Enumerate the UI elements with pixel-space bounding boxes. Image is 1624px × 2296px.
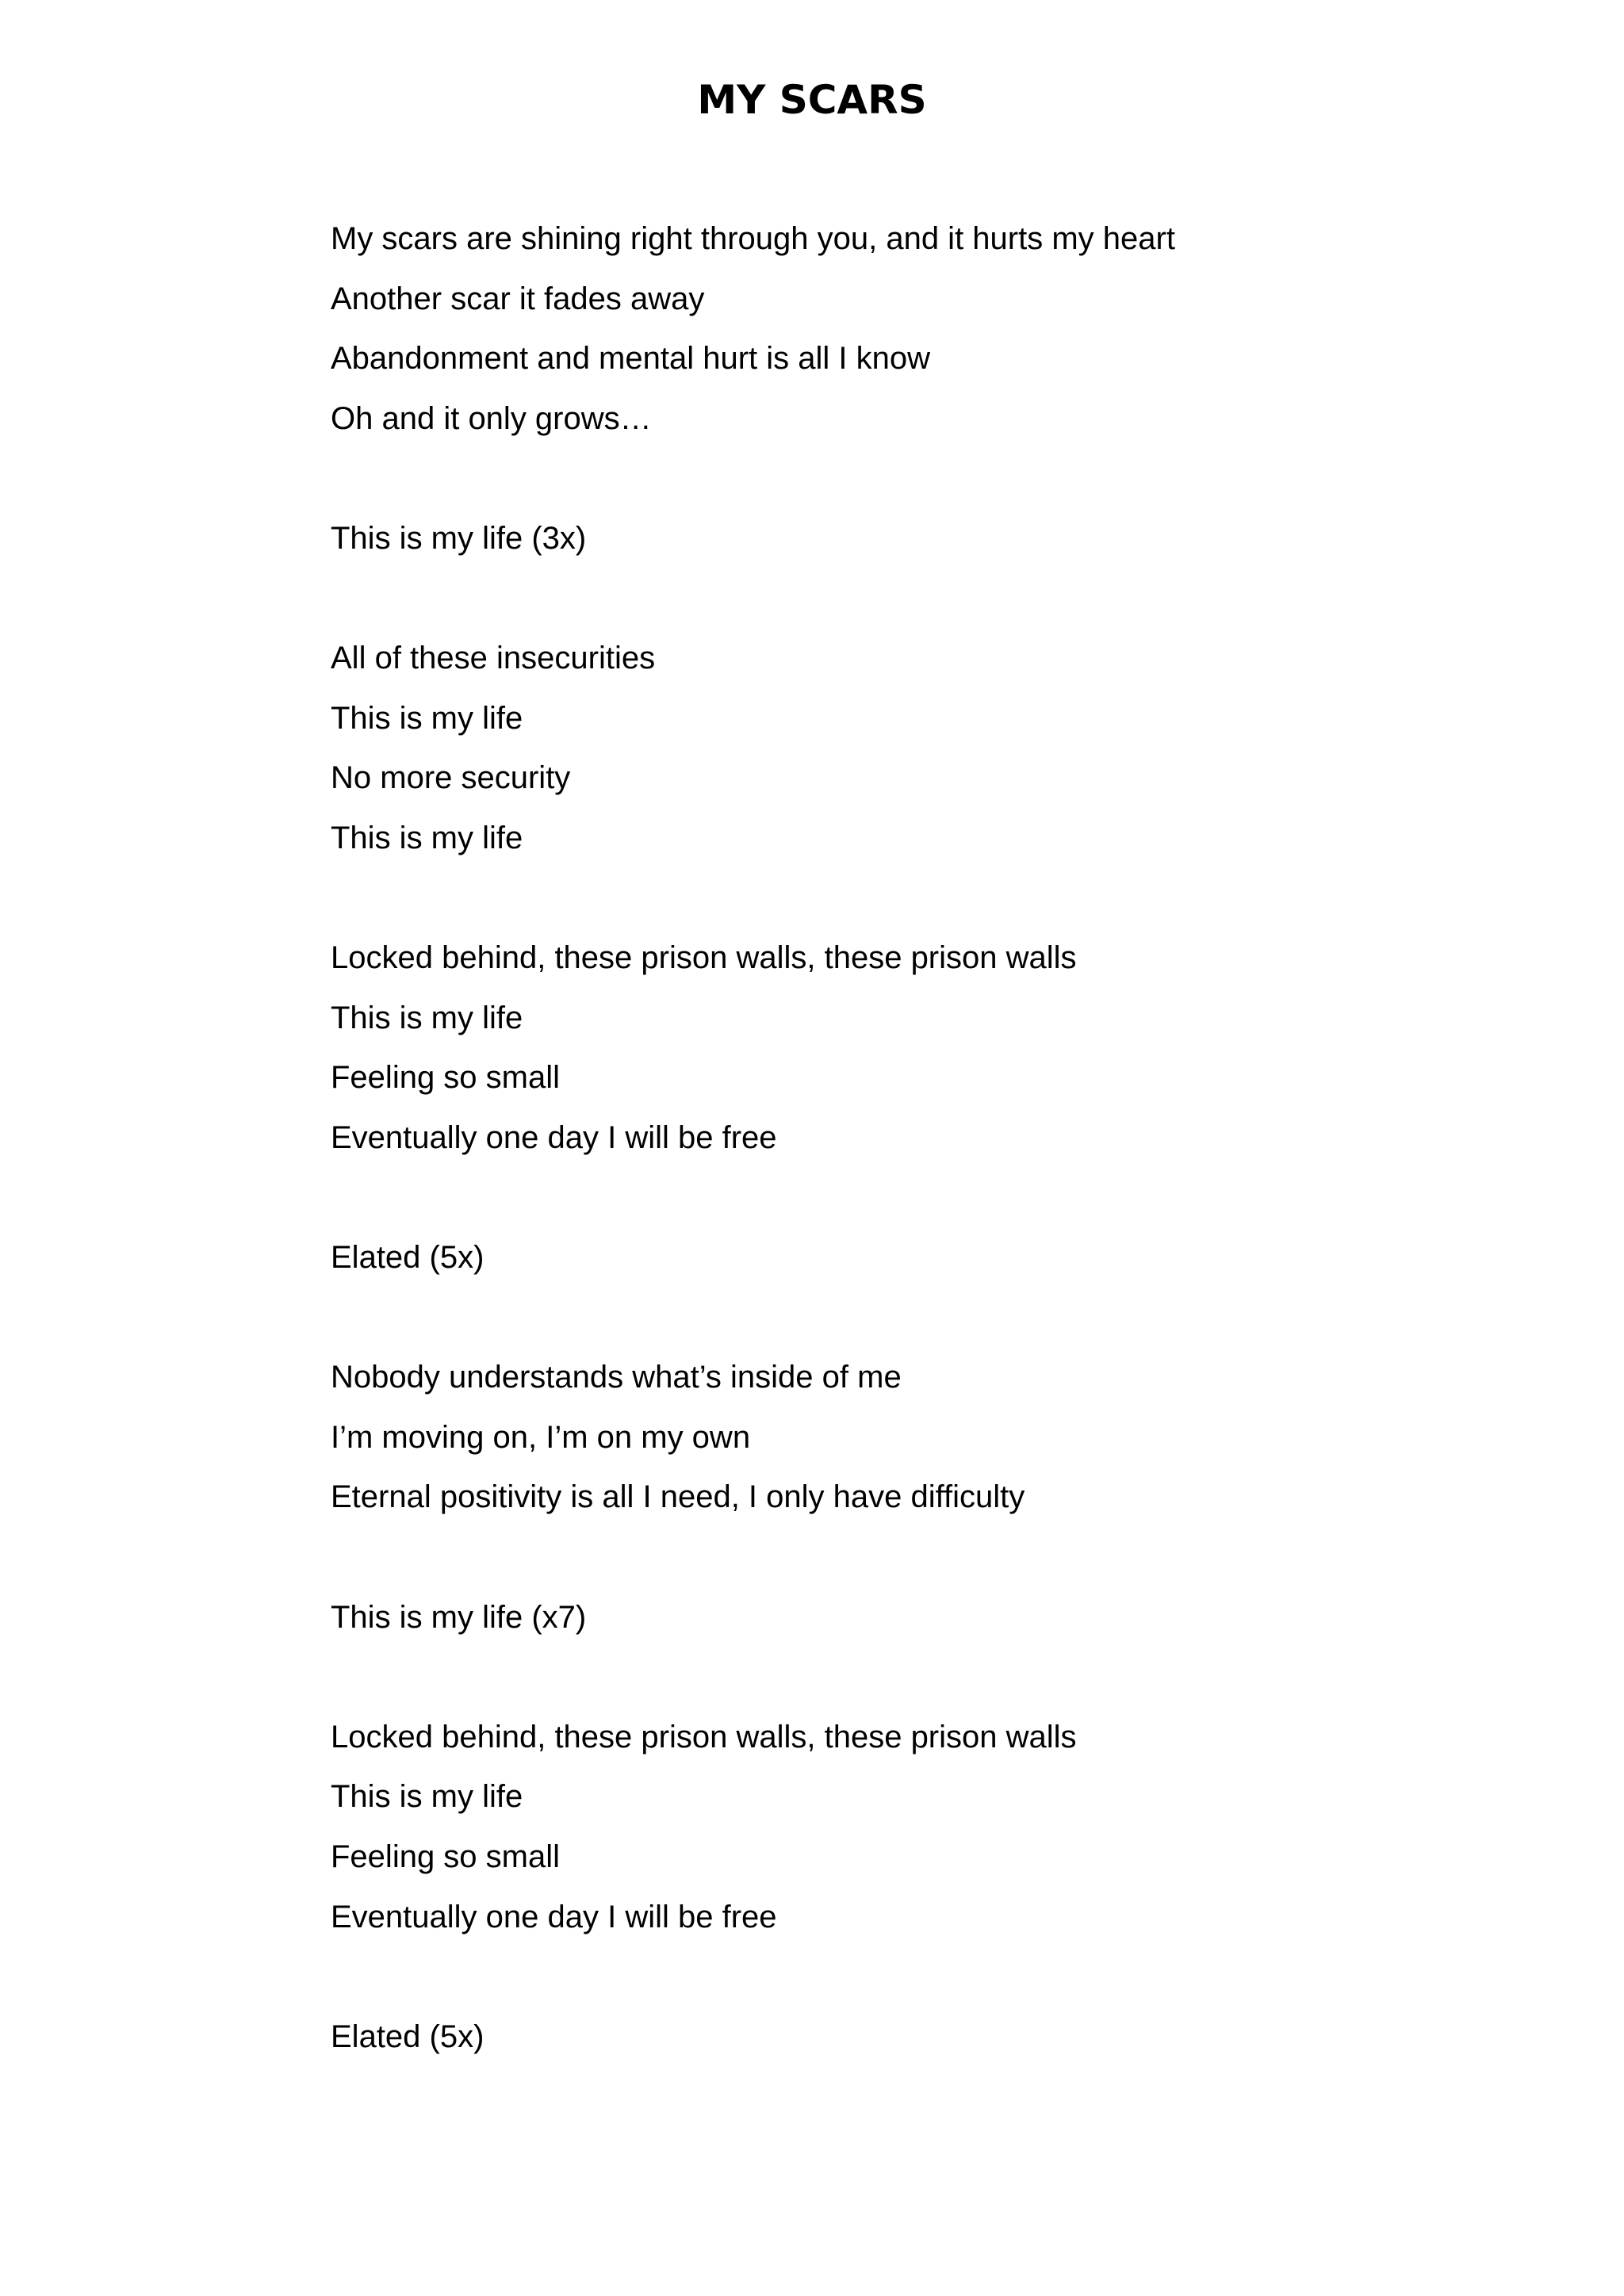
lyric-line: Feeling so small xyxy=(331,1060,561,1096)
lyric-line: This is my life xyxy=(331,700,523,736)
lyric-line: This is my life (x7) xyxy=(331,1599,587,1635)
lyric-line: Locked behind, these prison walls, these prison walls xyxy=(331,940,1077,976)
stanza-refrain-3 xyxy=(331,1588,1520,1648)
lyric-line: Elated (5x) xyxy=(331,1240,485,1276)
lyric-line: This is my life xyxy=(331,820,523,855)
lyric-line: Abandonment and mental hurt is all I know xyxy=(331,341,930,377)
lyric-line: No more security xyxy=(331,760,571,796)
lyric-line: This is my life xyxy=(331,1779,523,1815)
lyric-line: All of these insecurities xyxy=(331,641,656,676)
lyric-line: Locked behind, these prison walls, these prison walls xyxy=(331,1719,1077,1755)
lyric-line: Feeling so small xyxy=(331,1839,561,1875)
stanza-refrain-4 xyxy=(331,2007,1520,2068)
lyric-line: Oh and it only grows… xyxy=(331,400,652,436)
lyric-line: Nobody understands what’s inside of me xyxy=(331,1360,902,1395)
lyric-line: Another scar it fades away xyxy=(331,281,705,316)
stanza-refrain-2 xyxy=(331,1228,1520,1288)
lyric-line: This is my life xyxy=(331,1000,523,1035)
stanza-chorus-1 xyxy=(331,928,1520,1168)
stanza-verse-1 xyxy=(331,209,1520,449)
lyric-line: Elated (5x) xyxy=(331,2019,485,2054)
lyrics-body xyxy=(331,209,1520,2067)
stanza-refrain-1 xyxy=(331,509,1520,569)
lyric-line: My scars are shining right through you, and it hurts my heart xyxy=(331,221,1175,256)
stanza-verse-3 xyxy=(331,1348,1520,1528)
lyric-line: I’m moving on, I’m on my own xyxy=(331,1419,751,1455)
lyric-line: Eventually one day I will be free xyxy=(331,1899,777,1934)
lyric-line: Eternal positivity is all I need, I only have difficulty xyxy=(331,1479,1025,1515)
lyric-line: This is my life (3x) xyxy=(331,520,587,556)
stanza-chorus-2 xyxy=(331,1708,1520,1947)
lyric-line: Eventually one day I will be free xyxy=(331,1119,777,1155)
stanza-verse-2 xyxy=(331,629,1520,868)
page-title: MY SCARS xyxy=(697,77,927,123)
